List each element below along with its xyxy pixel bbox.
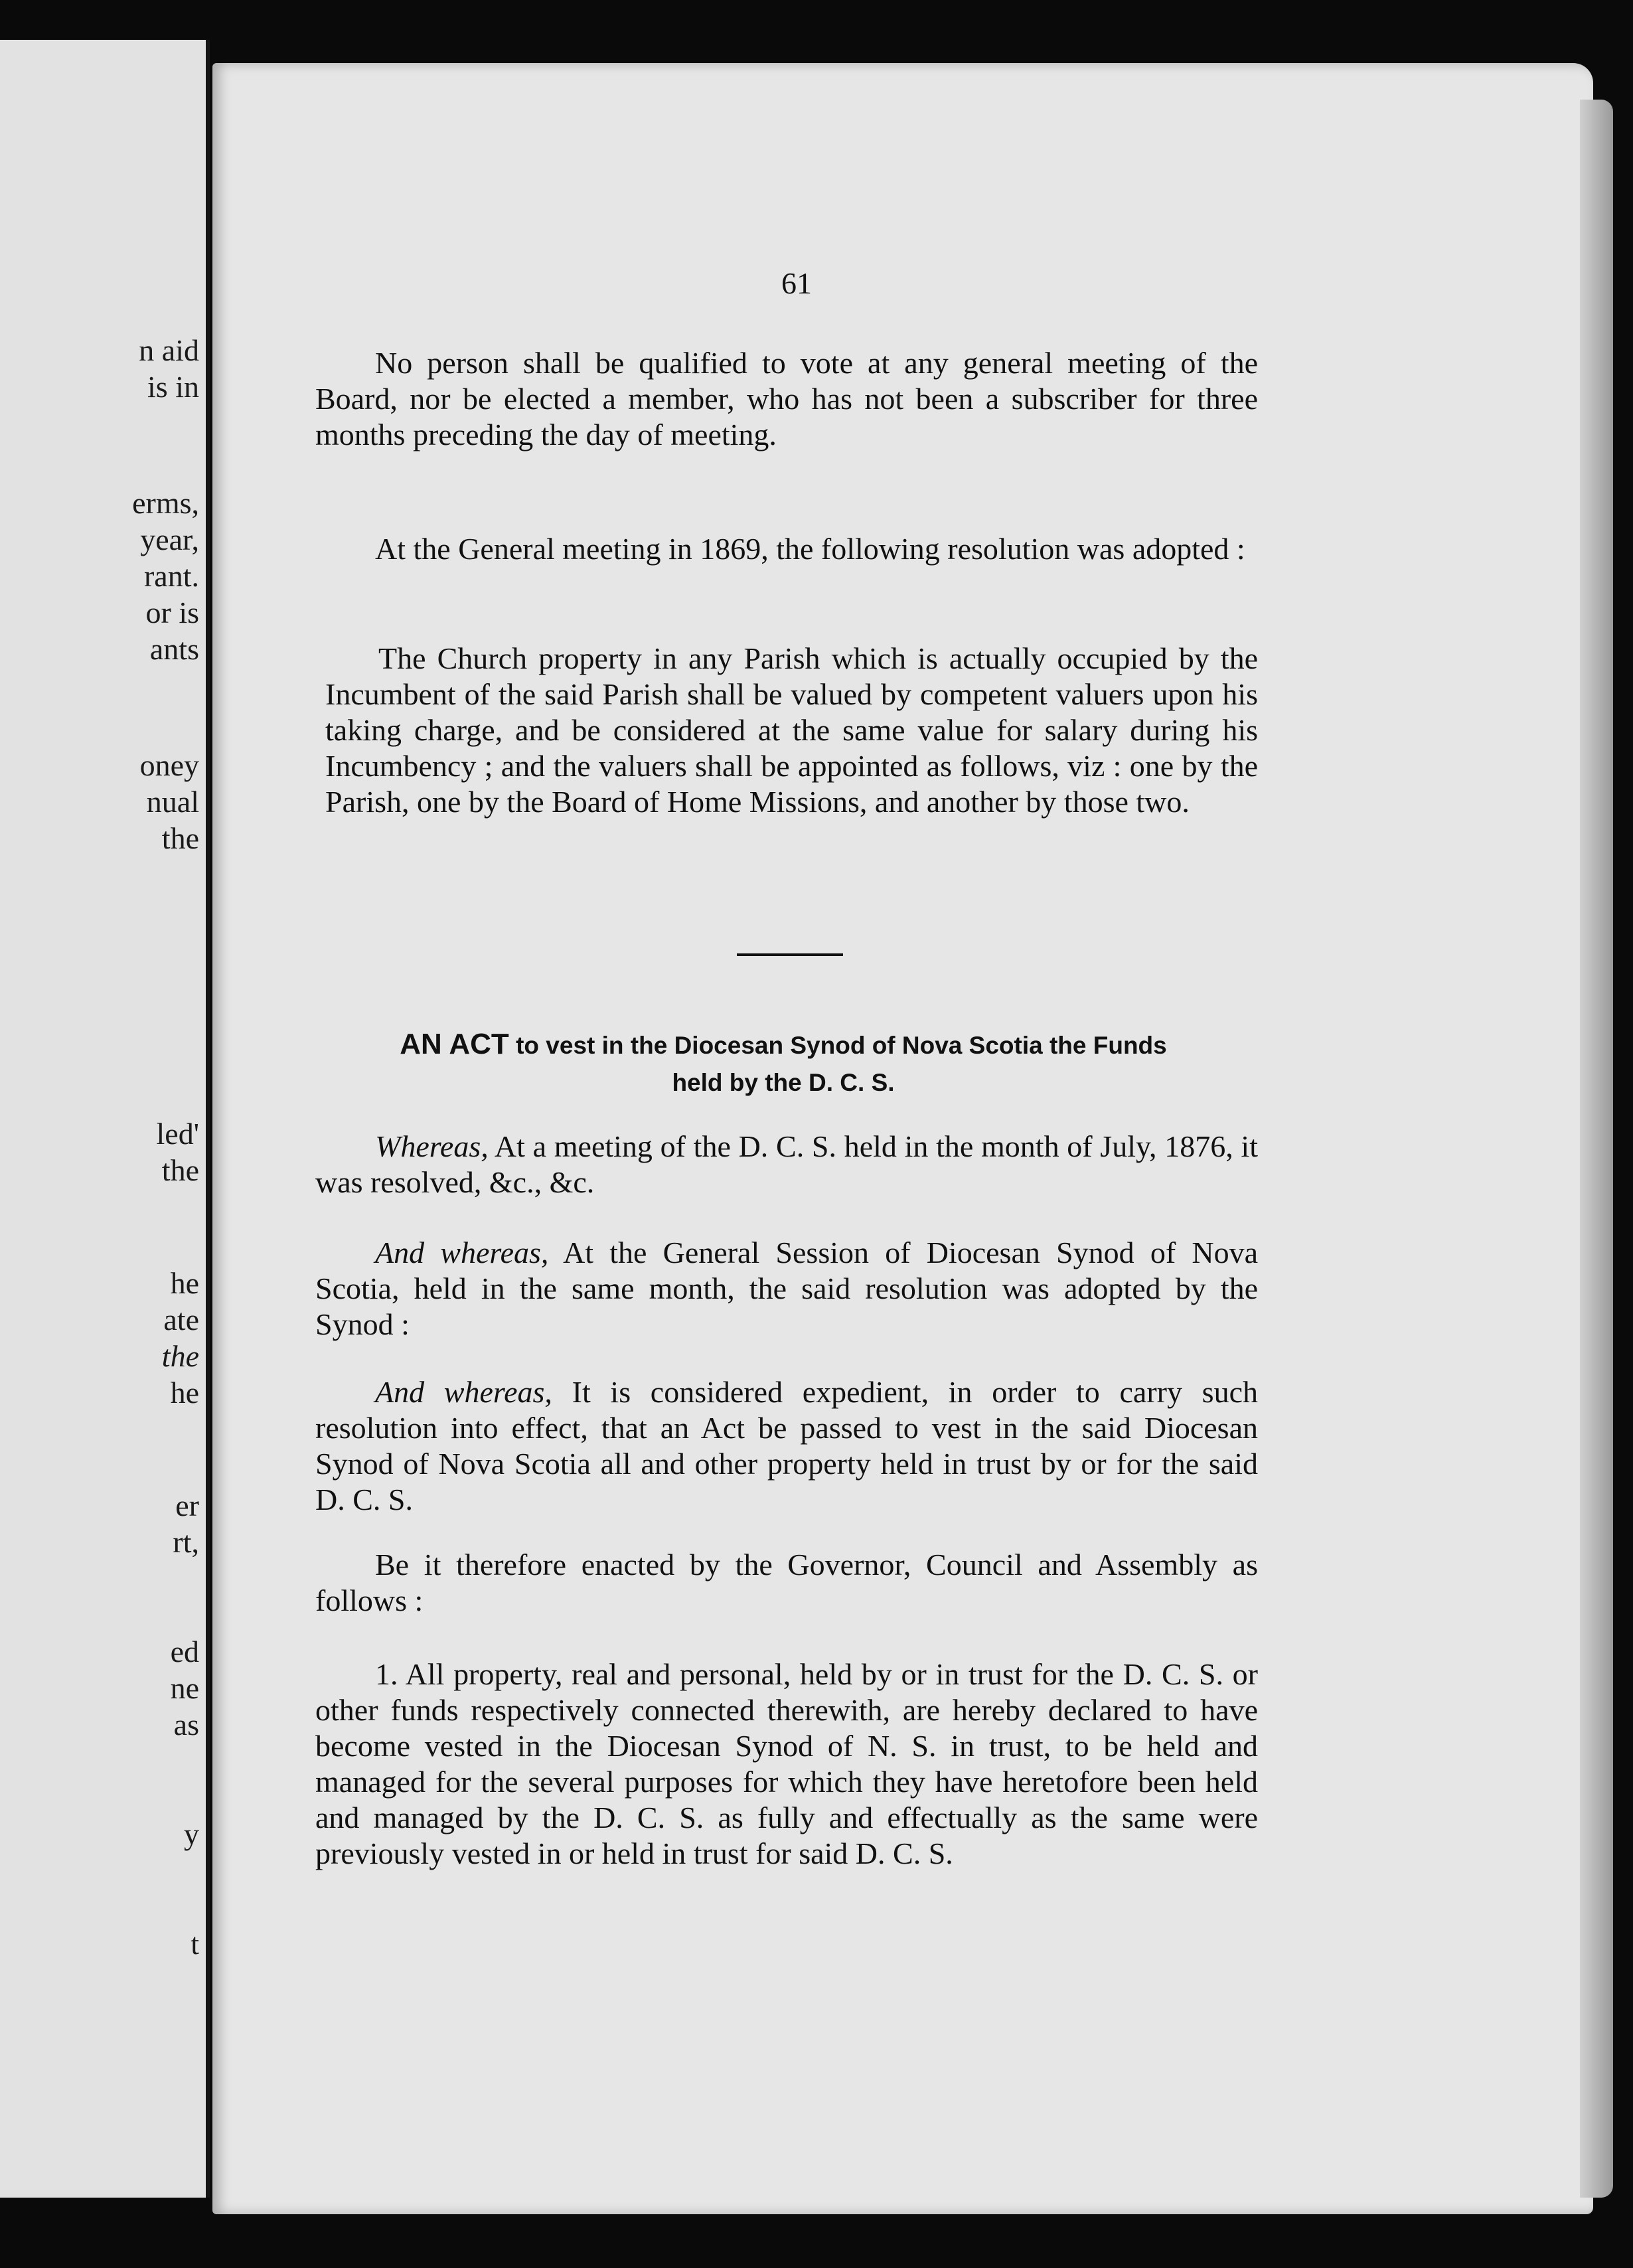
act-heading	[319, 1026, 1248, 1101]
recital-and-whereas-2	[315, 1374, 1258, 1518]
recital-lead: And whereas,	[375, 1236, 549, 1269]
recital-lead: Whereas,	[375, 1129, 489, 1163]
left-page-fragment	[0, 40, 210, 2198]
paragraph-voting-qualification: No person shall be qualified to vote at any general meeting of the Board, nor be elected a member, who has not been a subscriber for three months preceding the day of meeting.	[315, 346, 1258, 451]
left-text-fragment: rt,	[173, 1525, 199, 1559]
enacting-clause: Be it therefore enacted by the Governor, Council and Assembly as follows :	[315, 1548, 1258, 1617]
left-text-fragment: the	[161, 821, 199, 855]
recital-and-whereas-1	[315, 1235, 1258, 1342]
recital-lead: And whereas,	[375, 1375, 552, 1409]
paragraph-resolution-intro: At the General meeting in 1869, the following resolution was adopted :	[375, 532, 1245, 566]
left-text-fragment: rant.	[143, 559, 199, 593]
left-text-fragment: nual	[146, 785, 199, 819]
left-text-fragment: as	[173, 1708, 199, 1742]
page-edge	[1580, 100, 1613, 2198]
left-text-fragment: ne	[170, 1671, 199, 1705]
left-text-fragment: is in	[147, 370, 199, 404]
left-text-fragment: ed	[170, 1635, 199, 1668]
left-text-fragment: year,	[140, 523, 199, 556]
left-text-fragment: ate	[163, 1303, 199, 1336]
recital-text: At the General Session of Diocesan Synod of Nova Scotia, held in the same month, the said resolution was adopted by the Synod :	[315, 1236, 1258, 1341]
section-divider	[737, 953, 843, 956]
act-heading-title-line2: held by the D. C. S.	[672, 1069, 895, 1096]
left-text-fragment: er	[175, 1489, 199, 1522]
recital-text: It is considered expedient, in order to carry such resolution into effect, that an Act be passed to vest in the said Diocesan Synod of Nova Scotia all and other property held in trust by or for the said D. C. S.	[315, 1375, 1258, 1516]
left-text-fragment: oney	[139, 748, 199, 782]
recital-whereas	[315, 1129, 1258, 1200]
left-text-fragment: n aid	[139, 333, 199, 367]
left-text-fragment: he	[170, 1266, 199, 1300]
left-text-fragment: t	[191, 1927, 199, 1961]
page-number: 61	[781, 266, 812, 300]
left-text-fragment: y	[184, 1817, 199, 1851]
left-text-fragment: he	[170, 1376, 199, 1410]
left-text-fragment: led'	[156, 1117, 199, 1151]
recital-text: At a meeting of the D. C. S. held in the month of July, 1876, it was resolved, &c., &c.	[315, 1129, 1258, 1199]
left-text-fragment: or is	[145, 596, 199, 629]
left-text-fragment: ants	[149, 632, 199, 666]
left-text-fragment: the	[161, 1153, 199, 1187]
left-text-fragment: erms,	[132, 486, 199, 520]
paragraph-resolution-text: The Church property in any Parish which is actually occupied by the Incumbent of the said Parish shall be valued by competent valuers upon his taking charge, and be considered at the same value for salary during his Incumbency ; and the valuers shall be appointed as follows, viz : one by the Parish, one by the Board of Home Missions, and another by those two.	[325, 641, 1258, 819]
act-heading-title: to vest in the Diocesan Synod of Nova Scotia the Funds	[508, 1032, 1167, 1059]
act-heading-lead: AN ACT	[400, 1028, 509, 1060]
left-text-fragment: the	[161, 1339, 199, 1373]
section-1: 1. All property, real and personal, held by or in trust for the D. C. S. or other funds respectively connected therewith, are hereby declared to have become vested in the Diocesan Synod of N. S. in trust, to be held and managed for the several purposes for which they have heretofore been held and managed by the D. C. S. as fully and effectually as the same were previously vested in or held in trust for said D. C. S.	[315, 1657, 1258, 1870]
